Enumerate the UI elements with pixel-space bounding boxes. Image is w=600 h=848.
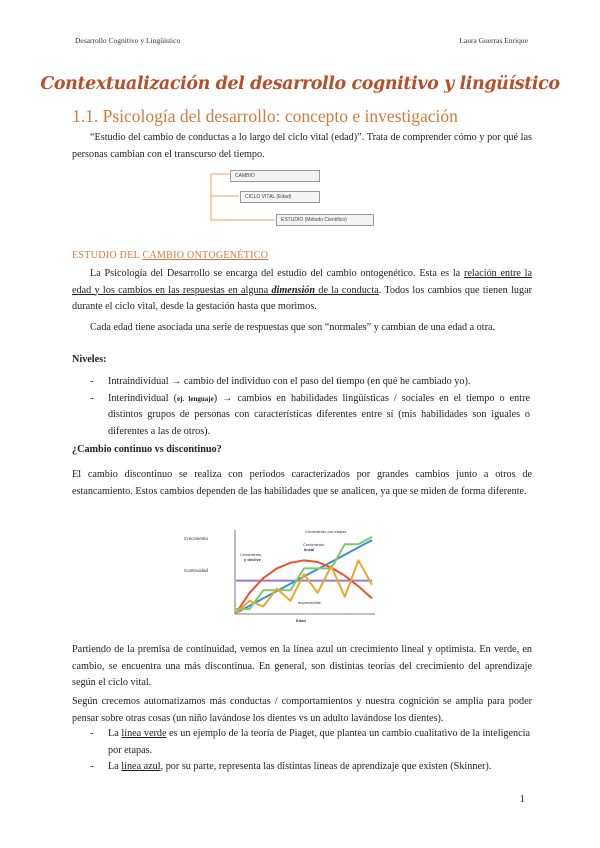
- list-item: - Intraindividual → cambio del individuo con el paso del tiempo (en qué he cambiado yo).: [90, 376, 471, 387]
- ontogenetic-heading-a: ESTUDIO DEL: [72, 250, 143, 261]
- label-continuidad: Continuidad: [184, 568, 209, 573]
- label-decelerado-a: Crecimiento: [240, 552, 262, 557]
- b2-b: línea azul: [121, 761, 161, 772]
- continuous-paragraph-1: El cambio discontinuo se realiza con periodos caracterizados por grandes cambios junto a otros de estancamiento. Estos cambios dependen de las habilidades que se analicen, ya que se miden de forma diferente.: [72, 469, 532, 497]
- ontogenetic-heading: [72, 250, 268, 261]
- b1-c: es un ejemplo de la teoría de Piaget, que plantea un cambio cualitativo de la inteligencia por etapas.: [108, 728, 530, 756]
- list-item: - Interindividual (ej. lenguaje) → cambios en habilidades lingüísticas / sociales en el tiempo o entre distintos grupos de personas con características diferentes entre sí (mis habilidades son iguales o diferentes a las de otros).: [90, 392, 530, 437]
- label-impredecible: Impredecible: [298, 600, 321, 605]
- level-inter-b: ej. lenguaje: [176, 394, 214, 403]
- continuous-heading: ¿Cambio continuo vs discontinuo?: [72, 444, 222, 455]
- ontogenetic-paragraph-1: [72, 266, 532, 316]
- growth-chart: [180, 522, 380, 630]
- section-heading: 1.1. Psicología del desarrollo: concepto e investigación: [72, 106, 458, 126]
- b2-a: La: [108, 761, 122, 772]
- intro-paragraph: “Estudio del cambio de conductas a lo largo del ciclo vital (edad)”. Trata de comprender cómo y por qué las personas cambian con el transcurso del tiempo.: [72, 132, 532, 160]
- ontogenetic-paragraph-2: Cada edad tiene asociada una serie de respuestas que son “normales” y cambian de una edad a otra.: [90, 322, 496, 333]
- list-item: - La línea verde es un ejemplo de la teoría de Piaget, que plantea un cambio cualitativo de la inteligencia por etapas.: [90, 728, 530, 756]
- ontogenetic-heading-b: CAMBIO ONTOGENÉTICO: [142, 250, 269, 261]
- label-decelerado-b: y declive: [244, 557, 261, 562]
- label-crecimiento: Crecimiento: [184, 536, 209, 541]
- label-etapas: Crecimiento por etapas: [305, 529, 347, 534]
- b2-c: , por su parte, representa las distintas líneas de aprendizaje que existen (Skinner).: [160, 761, 492, 772]
- level-intra: Intraindividual → cambio del individuo con el paso del tiempo (en qué he cambiado yo).: [108, 376, 471, 387]
- b1-a: La: [108, 728, 122, 739]
- level-inter-a: Interindividual (: [108, 392, 177, 404]
- level-inter-c: ) → cambios en habilidades lingüísticas / sociales en el tiempo o entre distintos grupos de personas con características diferentes entre sí (mis habilidades son iguales o diferentes a las de otros).: [108, 392, 530, 437]
- label-lineal-b: lineal: [304, 547, 315, 552]
- x-axis-label: Edad: [296, 618, 306, 623]
- header-right: Laura Guerras Enrique: [459, 36, 528, 45]
- header-left: Desarrollo Cognitivo y Lingüístico: [75, 36, 181, 45]
- p1-part-e: . Todos los cambios que tienen lugar durante el ciclo vital, desde la gestación hasta que morimos.: [72, 284, 532, 312]
- lines-list: [90, 726, 530, 776]
- p1-part-a: La Psicología del Desarrollo se encarga del estudio del cambio ontogenético. Esta es la: [90, 268, 464, 279]
- levels-heading: Niveles:: [72, 354, 107, 365]
- tree-node-estudio: ESTUDIO (Método Científico): [276, 214, 374, 226]
- tree-node-cambio: CAMBIO: [230, 170, 320, 182]
- b1-b: línea verde: [121, 728, 167, 739]
- page-number: 1: [519, 793, 525, 805]
- p1-part-c: dimensión: [271, 284, 316, 296]
- continuous-paragraph-2: Partiendo de la premisa de continuidad, vemos en la línea azul un crecimiento lineal y optimista. En verde, en cambio, se encuentra una más discontinua. En general, son distintas teorías del crecimiento del aprendizaje según el ciclo vital.: [72, 644, 532, 688]
- list-item: - La línea azul, por su parte, representa las distintas líneas de aprendizaje que existen (Skinner).: [90, 761, 492, 772]
- continuous-paragraph-3: Según crecemos automatizamos más conductas / comportamientos y nuestra cognición se amplía para poder pensar sobre otras cosas (un niño lavándose los dientes vs un adulto lavándose los dientes).: [72, 696, 532, 724]
- tree-node-ciclo-vital: CICLO VITAL (Edad): [240, 191, 320, 203]
- p1-part-b: relación entre la edad y los cambios en las respuestas en alguna: [72, 268, 532, 296]
- label-lineal-a: Crecimiento: [303, 542, 325, 547]
- levels-list: [90, 374, 530, 440]
- p1-part-d: de la conducta: [315, 284, 379, 296]
- page-title: Contextualización del desarrollo cognitivo y lingüístico: [40, 74, 560, 94]
